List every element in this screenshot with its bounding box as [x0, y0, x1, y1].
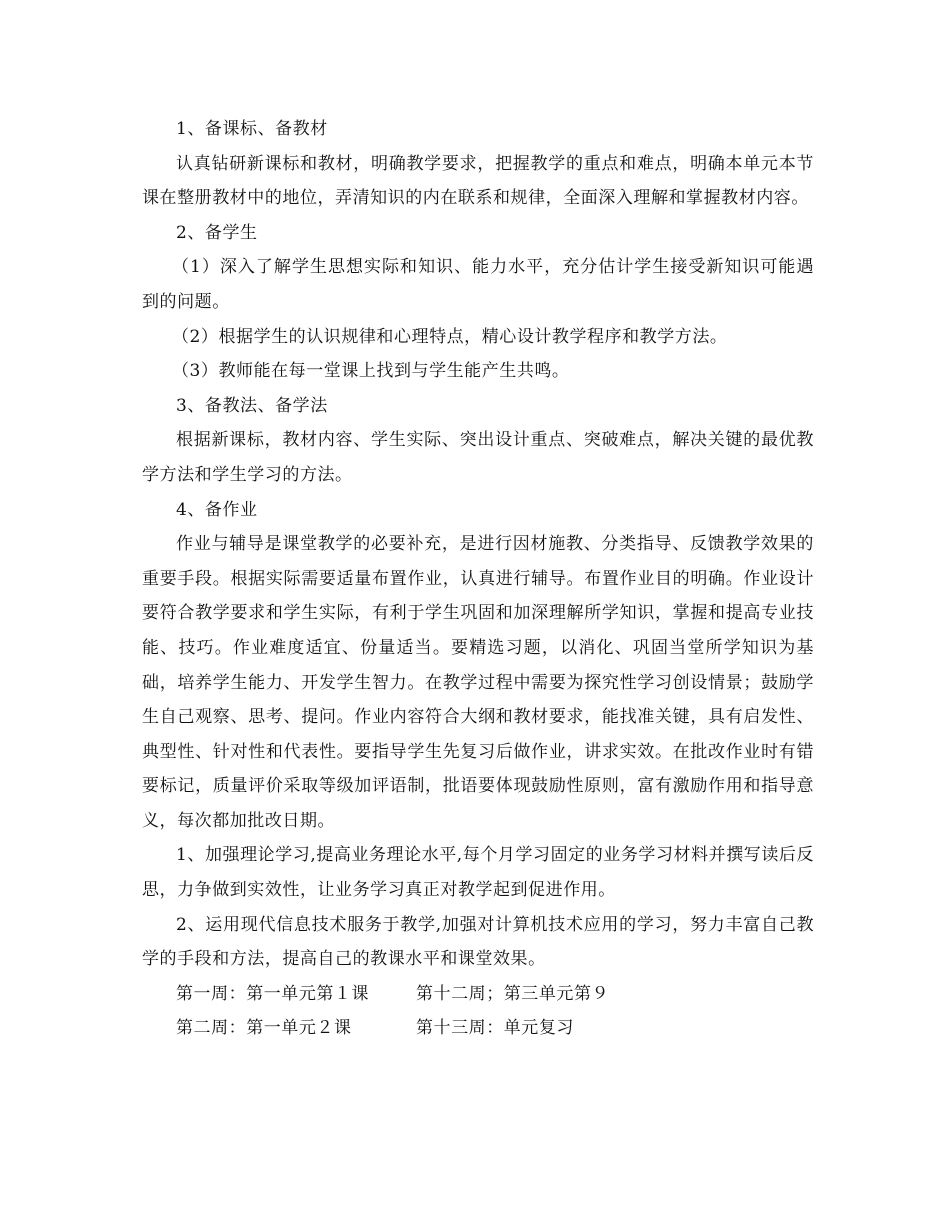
schedule-left-cell: 第二周：第一单元２课 [176, 1018, 352, 1039]
schedule-right-cell: 第十三周：单元复习 [416, 1018, 574, 1039]
section-heading-4: 4、备作业 [176, 499, 258, 520]
section-heading-1: 1、备课标、备教材 [176, 119, 328, 139]
extra-paragraph-2: 2、运用现代信息技术服务于教学,加强对计算机技术应用的学习，努力丰富自己教学的手段和方法，提高自己的教课水平和课堂效果。 [142, 914, 814, 970]
schedule-right-cell: 第十二周；第三单元第９ [416, 983, 610, 1004]
schedule-left-cell: 第一周：第一单元第１课 [176, 983, 370, 1004]
section-body-4: 作业与辅导是课堂教学的必要补充，是进行因材施教、分类指导、反馈教学效果的重要手段。根据实际需要适量布置作业，认真进行辅导。布置作业目的明确。作业设计要符合教学要求和学生实际，有利于学生巩固和加深理解所学知识，掌握和提高专业技能、技巧。作业难度适宜、份量适当。要精选习题，以消化、巩固当堂所学知识为基础，培养学生能力、开发学生智力。在教学过程中需要为探究性学习创设情景；鼓励学生自己观察、思考、提问。作业内容符合大纲和教材要求，能找准关键，具有启发性、典型性、针对性和代表性。要指导学生先复习后做作业，讲求实效。在批改作业时有错要标记，质量评价采取等级加评语制，批语要体现鼓励性原则，富有激励作用和指导意义，每次都加批改日期。 [142, 534, 814, 831]
section-body-3: 根据新课标，教材内容、学生实际、突出设计重点、突破难点，解决关键的最优教学方法和学生学习的方法。 [142, 430, 814, 485]
section-item-2-1: （1）深入了解学生思想实际和知识、能力水平，充分估计学生接受新知识可能遇到的问题。 [142, 257, 814, 312]
section-body-1: 认真钻研新课标和教材，明确教学要求，把握教学的重点和难点，明确本单元本节课在整册教材中的地位，弄清知识的内在联系和规律，全面深入理解和掌握教材内容。 [142, 153, 814, 209]
section-heading-3: 3、备教法、备学法 [176, 395, 328, 416]
section-item-2-2: （2）根据学生的认识规律和心理特点，精心设计教学程序和教学方法。 [172, 326, 728, 347]
document-body [142, 112, 814, 1046]
section-item-2-3: （3）教师能在每一堂课上找到与学生能产生共鸣。 [172, 361, 570, 382]
extra-paragraph-1: 1、加强理论学习,提高业务理论水平,每个月学习固定的业务学习材料并撰写读后反思，力争做到实效性，让业务学习真正对教学起到促进作用。 [142, 845, 814, 901]
section-heading-2: 2、备学生 [176, 222, 258, 243]
schedule-row [142, 977, 814, 1012]
schedule-row [142, 1011, 814, 1046]
